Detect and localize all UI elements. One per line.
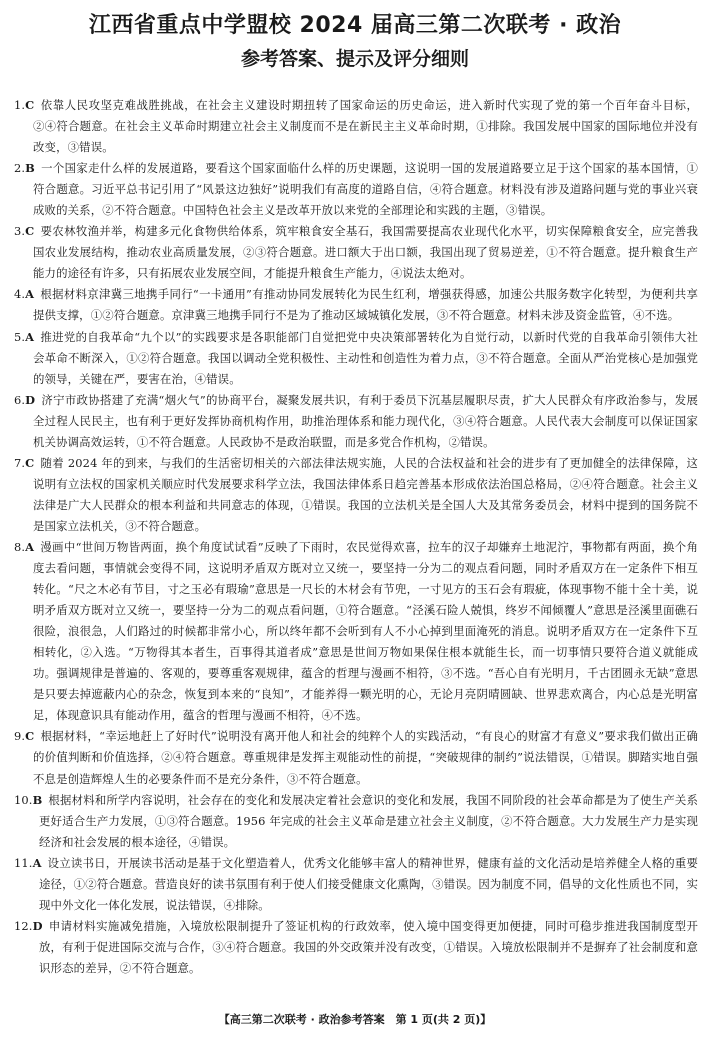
item-explanation: 设立读书日，开展读书活动是基于文化塑造着人，优秀文化能够丰富人的精神世界，健康有益的文化活动是培养健全人格的重要途径，①②符合题意。营造良好的读书氛围有利于使人们接受健康文化熏陶，③错误。因为制度不同，倡导的文化性质也不同，实现中外文化一体化发展，说法错误，④排除。 xyxy=(39,855,698,912)
item-number: 12. xyxy=(14,918,33,933)
item-answer: A xyxy=(25,287,35,302)
answer-item-10 xyxy=(14,790,698,853)
item-explanation: 申请材料实施减免措施，入境放松限制提升了签证机构的行政效率，使入境中国变得更加便捷，同时可稳步推进我国制度型开放，有利于促进国际交流与合作，③④符合题意。我国的外交政策并没有改变，①错误。入境放松限制并不是摒弃了社会制度和意识形态的差异，②不符合题意。 xyxy=(39,918,698,975)
item-answer: C xyxy=(25,98,35,112)
item-answer: C xyxy=(25,224,35,239)
item-answer: D xyxy=(32,918,43,933)
item-number: 9. xyxy=(14,729,26,744)
item-explanation: 随着 2024 年的到来，与我们的生活密切相关的六部法律法规实施，人民的合法权益和社会的进步有了更加健全的法律保障，这说明有立法权的国家机关顺应时代发展要求科学立法，我国法律体系日趋完善基本形成依法治国总格局，②④符合题意。社会主义法律是广大人民群众的根本利益和共同意志的体现，①错误。我国的立法机关是全国人大及其常务委员会，材料中提到的国务院不是国家立法机关，③不符合题意。 xyxy=(33,455,698,533)
answer-item-11 xyxy=(14,853,698,916)
item-number: 11. xyxy=(14,855,33,870)
item-number: 8. xyxy=(14,539,26,554)
item-answer: A xyxy=(25,539,35,554)
answer-item-4 xyxy=(14,284,698,326)
item-number: 3. xyxy=(14,224,26,239)
answer-item-2 xyxy=(14,158,698,221)
answer-item-8 xyxy=(14,537,698,726)
item-number: 2. xyxy=(14,161,26,176)
item-explanation: 要农林牧渔并举，构建多元化食物供给体系，筑牢粮食安全基石，我国需要提高农业现代化水平，切实保障粮食安全，应完善我国农业发展结构，推动农业高质量发展，②③符合题意。进口额大于出口额，我国出现了贸易逆差，①不符合题意。提升粮食生产能力的途径有许多，只有拓展农业发展空间，才能提升粮食生产能力，④说法太绝对。 xyxy=(33,224,698,281)
item-number: 7. xyxy=(14,455,26,470)
item-number: 4. xyxy=(14,287,26,302)
item-answer: B xyxy=(25,161,35,176)
item-number: 10. xyxy=(14,792,33,807)
item-number: 5. xyxy=(14,329,26,344)
item-number: 6. xyxy=(14,392,26,407)
page-title: 江西省重点中学盟校 2024 届高三第二次联考 · 政治 xyxy=(88,13,622,38)
item-explanation: 推进党的自我革命“九个以”的实践要求是各职能部门自觉把党中央决策部署转化为自觉行动，以新时代党的自我革命引领伟大社会革命不断深入，①②符合题意。我国以调动全党积极性、主动性和创造性为着力点，③不符合题意。全面从严治党核心是加强党的领导，关键在严，要害在治，④错误。 xyxy=(33,329,698,386)
answer-item-7 xyxy=(14,453,698,537)
page-footer: 【高三第二次联考 · 政治参考答案 第 1 页(共 2 页)】 xyxy=(218,1013,492,1026)
item-explanation: 依靠人民攻坚克难战胜挑战，在社会主义建设时期扭转了国家命运的历史命运，进入新时代实现了党的第一个百年奋斗目标，②④符合题意。在社会主义革命时期建立社会主义制度而不是在新民主主义革命时期，①排除。我国发展中国家的国际地位并没有改变，③错误。 xyxy=(33,98,698,155)
answer-item-3 xyxy=(14,221,698,284)
answer-item-9 xyxy=(14,726,698,789)
item-explanation: 根据材料京津冀三地携手同行“一卡通用”有推动协同发展转化为民生红利，增强获得感，加速公共服务数字化转型，为便利共享提供支撑，①②符合题意。京津冀三地携手同行不是为了推动区域城镇化发展，③不符合题意。材料未涉及资金监管，④不选。 xyxy=(33,287,698,323)
item-answer: B xyxy=(32,792,43,807)
item-explanation: 济宁市政协搭建了充满“烟火气”的协商平台，凝聚发展共识，有利于委员下沉基层履职尽责，扩大人民群众有序政治参与，发展全过程人民民主，也有利于更好发挥协商机构作用，助推治理体系和能力现代化，③④符合题意。人民代表大会制度可以保证国家机关协调高效运转，①不符合题意。人民政协不是政治联盟，而是多党合作机构，②错误。 xyxy=(33,392,698,449)
item-answer: D xyxy=(25,392,36,407)
page-subtitle: 参考答案、提示及评分细则 xyxy=(240,48,469,70)
item-answer: C xyxy=(25,455,35,470)
answer-list xyxy=(14,95,698,979)
answer-item-1 xyxy=(14,95,698,158)
item-answer: C xyxy=(25,729,35,744)
answer-item-6 xyxy=(14,390,698,453)
item-explanation: 漫画中“世间万物皆两面，换个角度试试看”反映了下雨时，农民觉得欢喜，拉车的汉子却嫌弃土地泥泞，事物都有两面，换个角度去看问题，事情就会变得不同，这说明矛盾双方既对立又统一，要坚持一分为二的观点看问题，同时矛盾双方在一定条件下相互转化。“尺之木必有节目，寸之玉必有瑕瑜”意思是一尺长的木材会有节兜，一寸见方的玉石会有瑕疵，体现事物不能十全十美，说明矛盾双方既对立又统一，要坚持一分为二的观点看问题，①符合题意。“泾溪石险人兢惧，终岁不闻倾覆人”意思是泾溪里面礁石很险，浪很急，人们路过的时候都非常小心，所以终年都不会听到有人不小心掉到里面淹死的消息。说明矛盾双方在一定条件下互相转化，②入选。“万物得其本者生，百事得其道者成”意思是世间万物如果保住根本就能生长，而一切事情只要符合道义就能成功。强调规律是普遍的、客观的，要尊重客观规律，蕴含的哲理与漫画不相符，③不选。“吾心自有光明月，千古团圆永无缺”意思是只要去掉遮蔽内心的杂念，恢复到本来的“良知”，才能养得一颗光明的心，无论月亮阴晴圆缺、世界悲欢离合，内心总是光明富足，体现意识具有能动作用，蕴含的哲理与漫画不相符，④不选。 xyxy=(33,539,698,723)
item-answer: A xyxy=(32,855,42,870)
item-explanation: 一个国家走什么样的发展道路，要看这个国家面临什么样的历史课题，这说明一国的发展道路要立足于这个国家的基本国情，①符合题意。习近平总书记引用了“风景这边独好”说明我们有高度的道路自信，④符合题意。材料没有涉及道路问题与党的事业兴衰成败的关系，②不符合题意。中国特色社会主义是改革开放以来党的全部理论和实践的主题，③错误。 xyxy=(33,161,698,218)
item-number: 1. xyxy=(14,98,26,112)
answer-item-5 xyxy=(14,327,698,390)
item-explanation: 根据材料，“幸运地赶上了好时代”说明没有离开他人和社会的纯粹个人的实践活动，“有良心的财富才有意义”要求我们做出正确的价值判断和价值选择，②④符合题意。尊重规律是发挥主观能动性的前提，“突破规律的制约”说法错误，①错误。脚踏实地自强不息是创造辉煌人生的必要条件而不是充分条件，③不符合题意。 xyxy=(33,729,698,786)
item-answer: A xyxy=(25,329,35,344)
answer-item-12 xyxy=(14,916,698,979)
item-explanation: 根据材料和所学内容说明，社会存在的变化和发展决定着社会意识的变化和发展，我国不同阶段的社会革命都是为了使生产关系更好适合生产力发展，①③符合题意。1956 年完成的社会主义革命是建立社会主义制度，②不符合题意。大力发展生产力是实现经济和社会发展的根本途径，④错误。 xyxy=(39,792,698,849)
